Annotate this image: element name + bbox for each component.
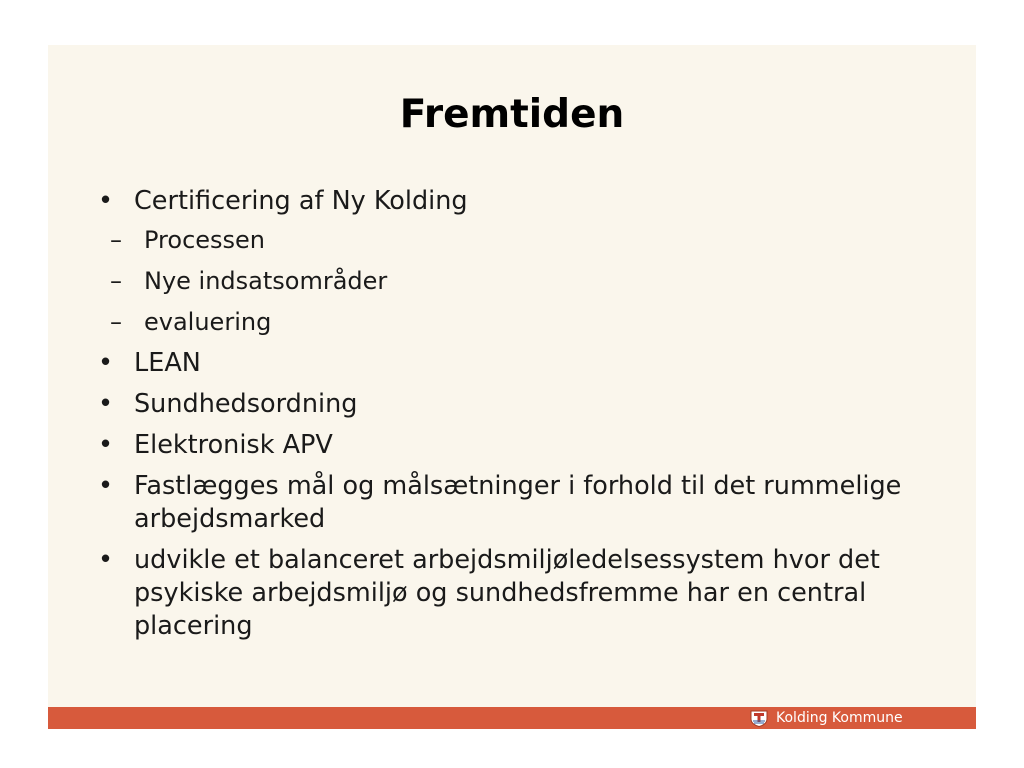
bullet-item	[98, 429, 938, 462]
bullet-marker: •	[98, 389, 114, 419]
footer-bar	[48, 707, 976, 729]
bullet-item	[98, 185, 938, 218]
bullet-text: Certificering af Ny Kolding	[134, 186, 468, 216]
slide-title: Fremtiden	[399, 92, 625, 137]
bullet-marker: •	[98, 471, 114, 501]
bullet-item	[98, 544, 938, 643]
bullet-marker: •	[98, 545, 114, 575]
bullet-text: Sundhedsordning	[134, 389, 358, 419]
dash-marker: –	[110, 226, 122, 254]
sub-bullet-text: Nye indsatsområder	[144, 267, 388, 295]
bullet-marker: •	[98, 348, 114, 378]
organization-name: Kolding Kommune	[776, 710, 903, 726]
bullet-text: Fastlægges mål og målsætninger i forhold til det rummelige arbejdsmarked	[134, 471, 902, 534]
slide	[48, 45, 976, 729]
dash-marker: –	[110, 308, 122, 336]
bullet-item	[98, 347, 938, 380]
bullet-marker: •	[98, 430, 114, 460]
sub-bullet-text: Processen	[144, 226, 266, 254]
sub-bullet-text: evaluering	[144, 308, 272, 336]
bullet-text: LEAN	[134, 348, 201, 378]
sub-bullet-item	[98, 306, 938, 339]
bullet-list	[98, 185, 938, 651]
sub-bullet-item	[98, 224, 938, 257]
bullet-text: udvikle et balanceret arbejdsmiljøledelsessystem hvor det psykiske arbejdsmiljø og sundhedsfremme har en central placering	[134, 545, 880, 641]
dash-marker: –	[110, 267, 122, 295]
bullet-item	[98, 470, 938, 536]
bullet-item	[98, 388, 938, 421]
bullet-marker: •	[98, 186, 114, 216]
bullet-text: Elektronisk APV	[134, 430, 333, 460]
coat-of-arms-icon	[750, 710, 768, 727]
sub-bullet-item	[98, 265, 938, 298]
